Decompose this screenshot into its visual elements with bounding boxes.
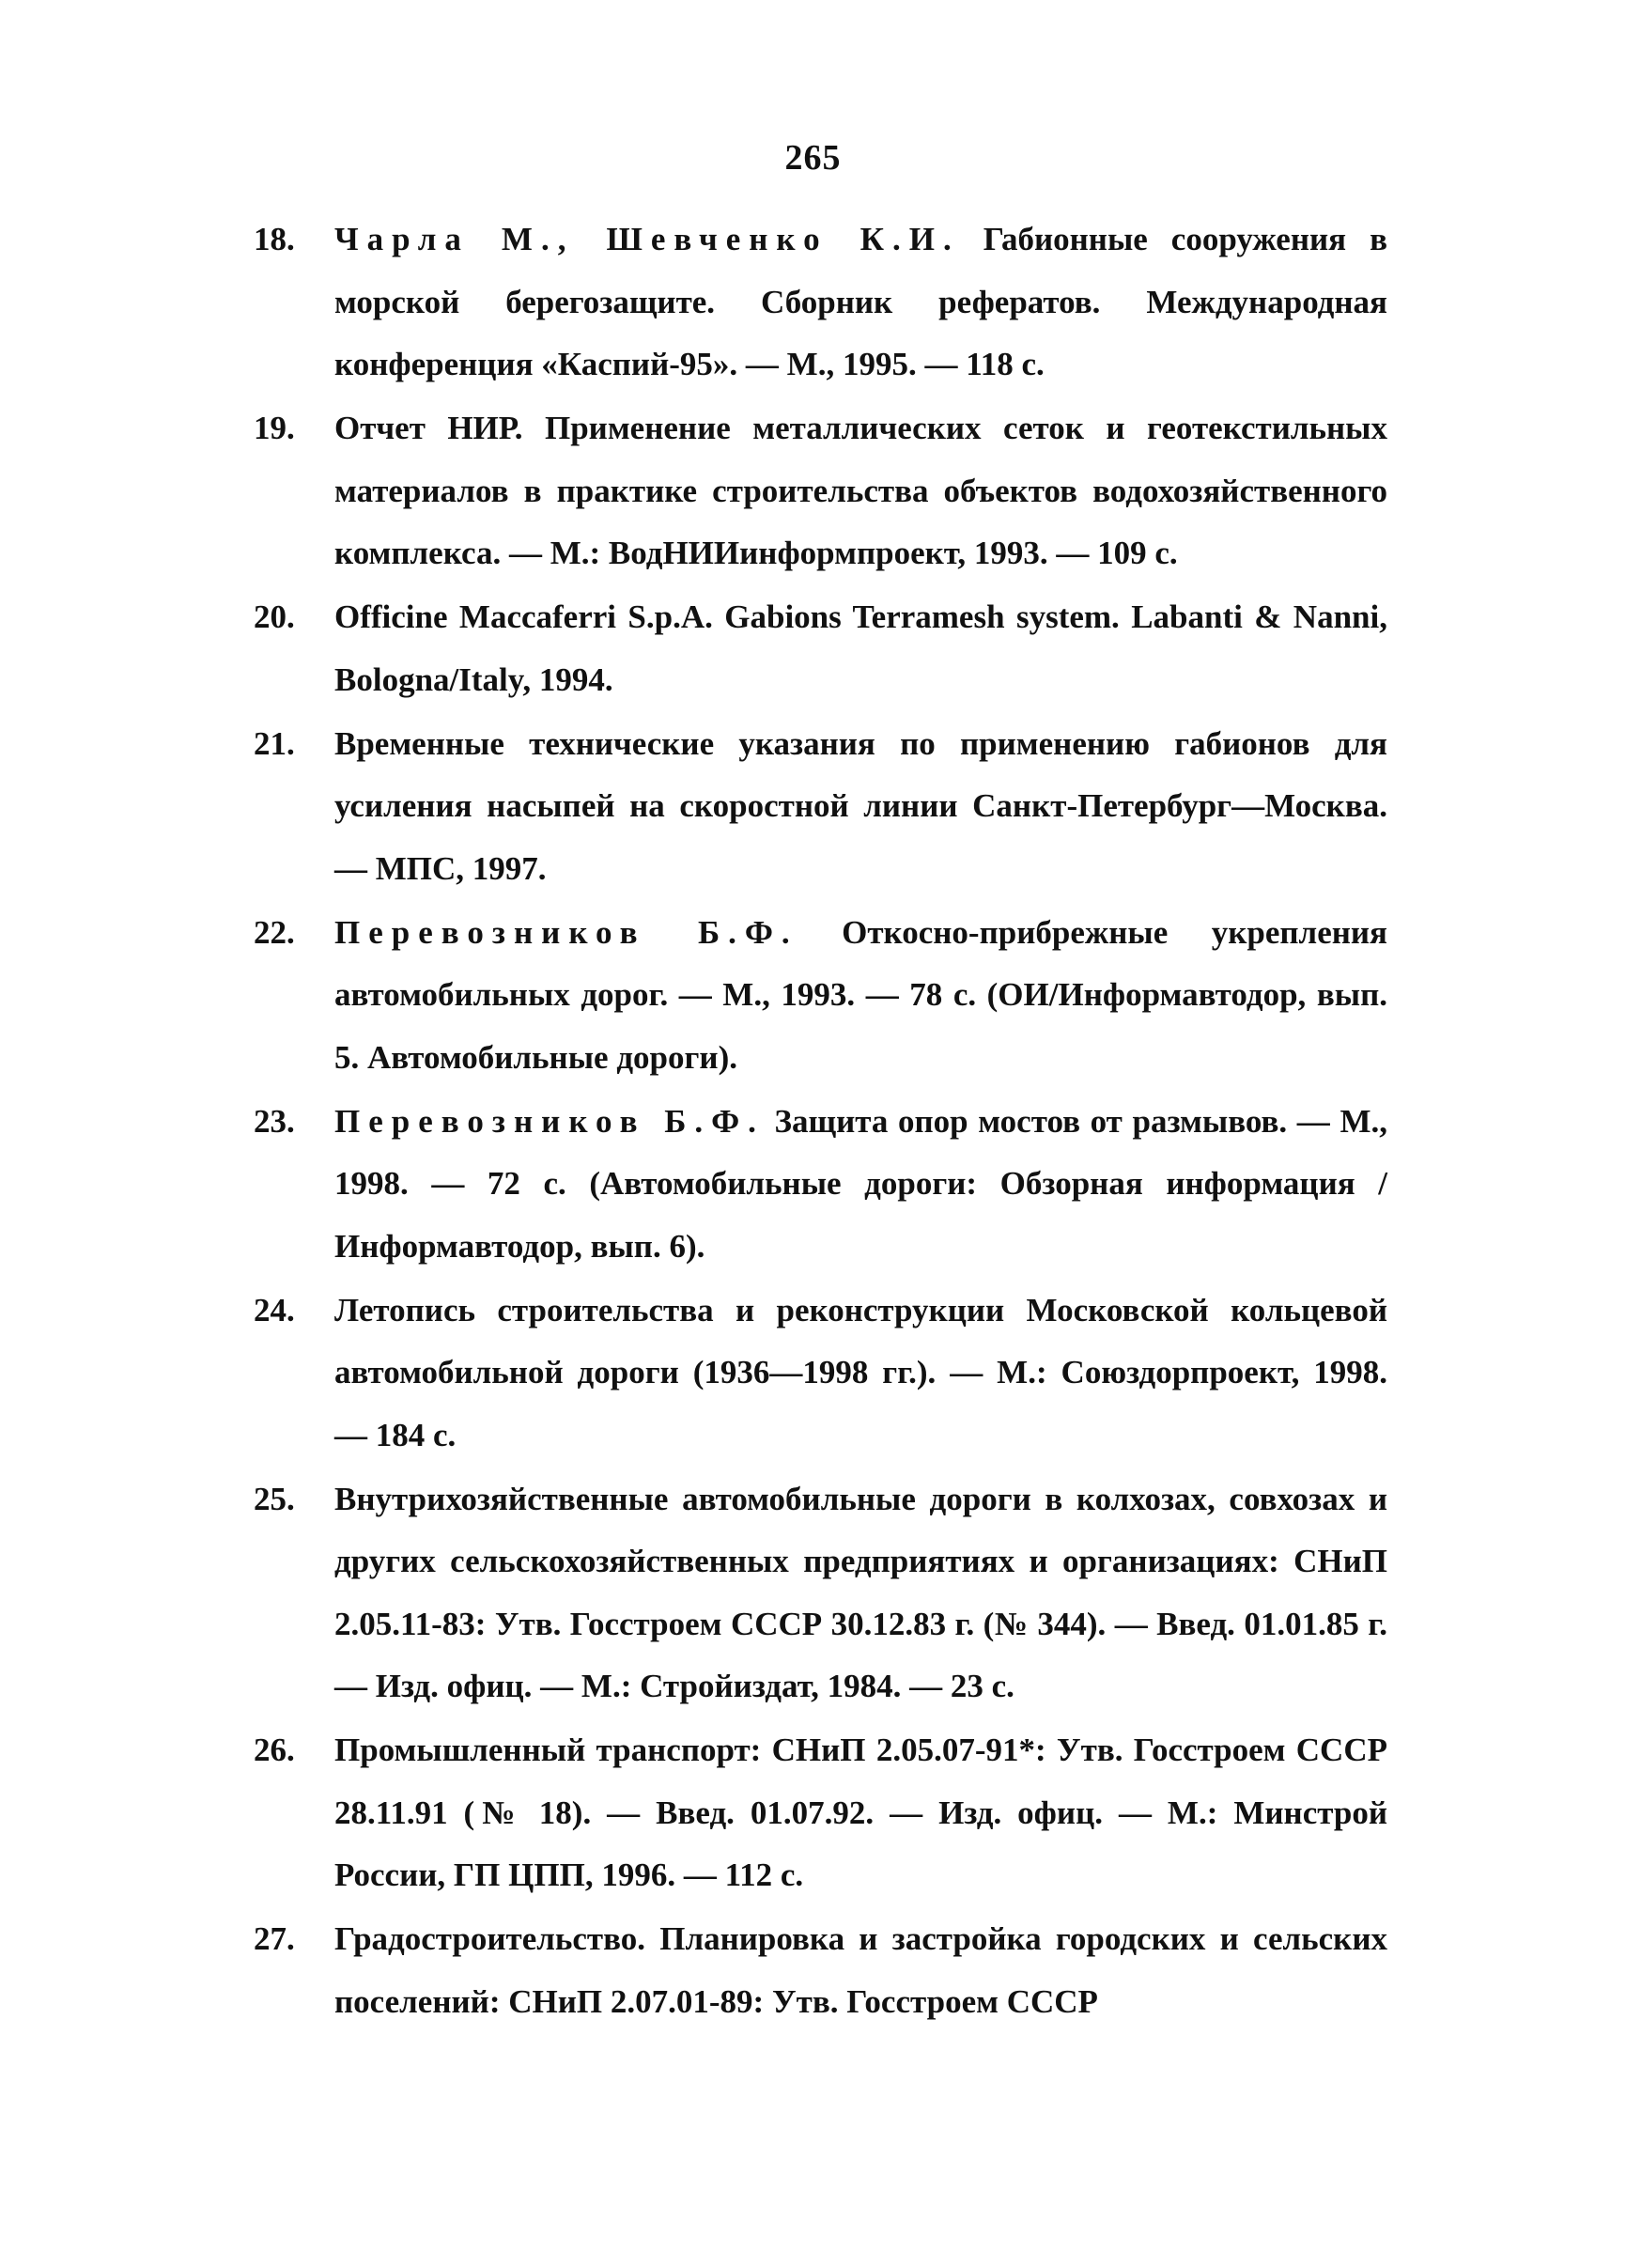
- reference-number: 22.: [254, 913, 295, 951]
- reference-number: 25.: [254, 1480, 295, 1517]
- reference-text: Откосно-прибрежные укрепления автомобильных дорог. — М., 1993. — 78 с. (ОИ/Информавтодор, вып. 5. Автомобильные дороги).: [334, 913, 1387, 1076]
- reference-text: Временные технические указания по применению габионов для усиления насыпей на скоростной линии Санкт-Петербург—Москва. — МПС, 1997.: [334, 724, 1387, 887]
- reference-text: Промышленный транспорт: СНиП 2.05.07-91*: Утв. Госстроем СССР 28.11.91 (№ 18). — Введ. 01.07.92. — Изд. офиц. — М.: Минстрой России, ГП ЦПП, 1996. — 112 с.: [334, 1732, 1387, 1893]
- reference-item: [0, 1908, 1387, 2033]
- reference-number: 24.: [254, 1291, 295, 1328]
- page-number: 265: [784, 138, 842, 178]
- reference-author: Перевозников Б.Ф.: [334, 913, 798, 951]
- reference-item: [0, 586, 1387, 711]
- reference-text: Летопись строительства и реконструкции Московской кольцевой автомобильной дороги (1936—1998 гг.). — М.: Союздорпроект, 1998. — 184 с.: [334, 1291, 1387, 1453]
- reference-text: Отчет НИР. Применение металлических сеток и геотекстильных материалов в практике строительства объектов водохозяйственного комплекса. — М.: ВодНИИинформпроект, 1993. — 109 с.: [334, 410, 1387, 571]
- reference-author: Перевозников Б.Ф.: [334, 1102, 765, 1140]
- reference-number: 27.: [254, 1920, 295, 1957]
- reference-item: [0, 1091, 1387, 1279]
- reference-text: Габионные сооружения в морской берегозащите. Сборник рефератов. Международная конференция «Каспий-95». — М., 1995. — 118 с.: [334, 221, 1387, 382]
- reference-number: 21.: [254, 724, 295, 762]
- reference-number: 19.: [254, 410, 295, 446]
- reference-item: [0, 397, 1387, 585]
- reference-text: Officine Maccaferri S.p.A. Gabions Terramesh system. Labanti & Nanni, Bologna/Italy, 1994.: [334, 598, 1387, 698]
- reference-author: Чарла М., Шевченко К.И.: [334, 221, 960, 257]
- reference-item: [0, 713, 1387, 901]
- reference-text: Защита опор мостов от размывов. — М., 1998. — 72 с. (Автомобильные дороги: Обзорная информация / Информавтодор, вып. 6).: [334, 1102, 1387, 1265]
- reference-number: 18.: [254, 221, 295, 257]
- reference-item: [0, 209, 1387, 396]
- reference-item: [0, 1280, 1387, 1468]
- reference-item: [0, 902, 1387, 1090]
- reference-item: [0, 1719, 1387, 1907]
- reference-number: 20.: [254, 598, 295, 635]
- reference-number: 23.: [254, 1102, 295, 1140]
- reference-text: Внутрихозяйственные автомобильные дороги в колхозах, совхозах и других сельскохозяйственных предприятиях и организациях: СНиП 2.05.11-83: Утв. Госстроем СССР 30.12.83 г. (№ 344). — Введ. 01.01.85 г. — Изд. офиц. — М.: Стройиздат, 1984. — 23 с.: [334, 1480, 1387, 1704]
- reference-number: 26.: [254, 1732, 295, 1768]
- reference-list: [0, 209, 1626, 2035]
- reference-item: [0, 1468, 1387, 1718]
- reference-text: Градостроительство. Планировка и застройка городских и сельских поселений: СНиП 2.07.01-89: Утв. Госстроем СССР: [334, 1920, 1387, 2020]
